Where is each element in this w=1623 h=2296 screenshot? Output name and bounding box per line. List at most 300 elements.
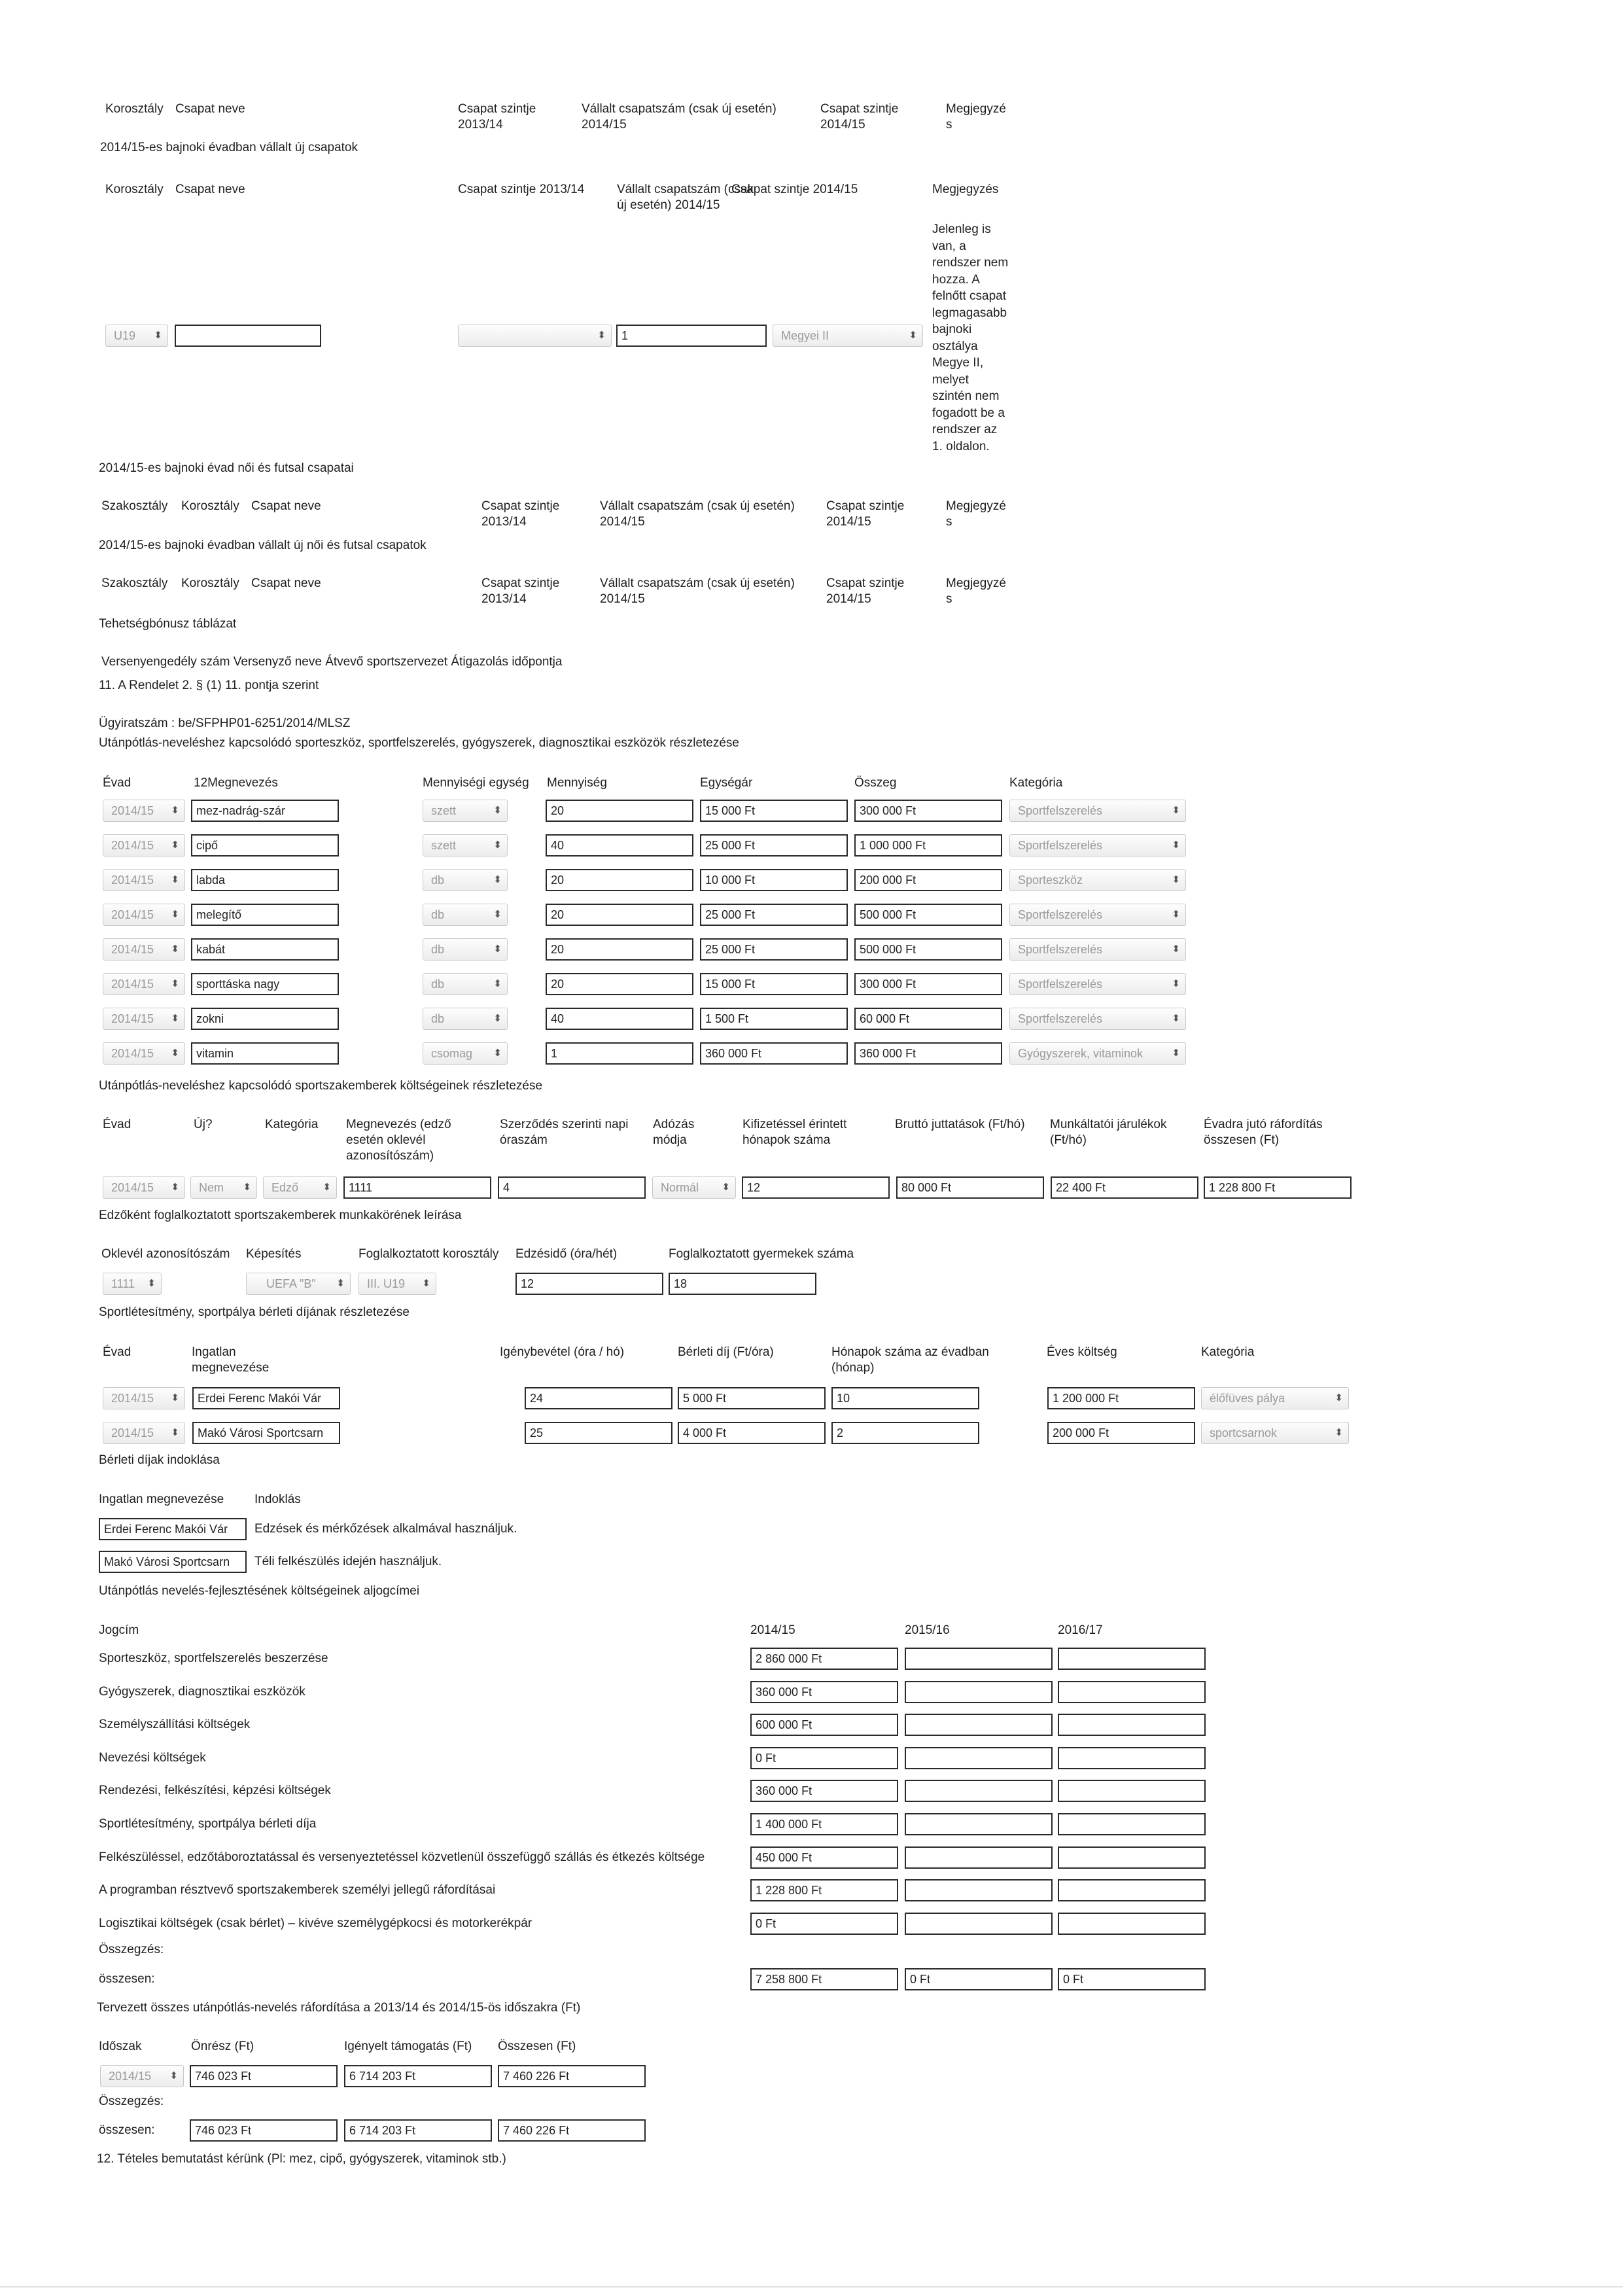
osszesen-input[interactable]: 7 460 226 Ft: [498, 2065, 646, 2087]
brutto-input[interactable]: 80 000 Ft: [896, 1176, 1044, 1199]
select-arrow-icon: ⬍: [171, 874, 179, 885]
mennyisegi-egyseg-value: szett: [431, 804, 457, 817]
kategoria-select[interactable]: [1009, 973, 1186, 995]
igenyelt-total-input[interactable]: 6 714 203 Ft: [344, 2119, 492, 2142]
cost-2015-16-input[interactable]: [905, 1780, 1053, 1802]
select-arrow-icon: ⬍: [147, 1278, 156, 1289]
megjegyzes-note: [932, 221, 1030, 455]
cost-2015-16-input[interactable]: [905, 1681, 1053, 1703]
megnevezes-input[interactable]: mez-nadrág-szár: [191, 800, 339, 822]
mennyiseg-input[interactable]: 20: [546, 869, 693, 891]
total-2016-17-input[interactable]: 0 Ft: [1058, 1968, 1206, 1990]
col-kepesites: Képesítés: [246, 1247, 302, 1261]
select-arrow-icon: ⬍: [1172, 909, 1180, 920]
kategoria-select[interactable]: [1009, 1042, 1186, 1065]
col-vallalt-year: 2014/15: [600, 592, 645, 606]
cost-2016-17-input[interactable]: [1058, 1913, 1206, 1935]
cost-2015-16-input[interactable]: [905, 1747, 1053, 1769]
cost-2015-16-input[interactable]: [905, 1813, 1053, 1835]
select-arrow-icon: ⬍: [243, 1182, 251, 1193]
mennyiseg-input[interactable]: 40: [546, 1008, 693, 1030]
select-arrow-icon: ⬍: [171, 1048, 179, 1059]
col-vallalt: Vállalt csapatszám (csak új esetén): [600, 499, 795, 513]
select-arrow-icon: ⬍: [171, 944, 179, 955]
korosztaly-select[interactable]: [105, 325, 168, 347]
mennyisegi-egyseg-value: db: [431, 943, 445, 956]
eves-koltseg-input[interactable]: 1 200 000 Ft: [1047, 1387, 1195, 1409]
cost-2014-15-input[interactable]: 0 Ft: [750, 1913, 898, 1935]
megnevezes-input[interactable]: zokni: [191, 1008, 339, 1030]
cost-2016-17-input[interactable]: [1058, 1879, 1206, 1901]
korosztaly-value: III. U19: [367, 1277, 406, 1290]
select-arrow-icon: ⬍: [169, 2070, 178, 2081]
cost-2016-17-input[interactable]: [1058, 1813, 1206, 1835]
note-line: rendszer nem: [932, 256, 1009, 270]
select-arrow-icon: ⬍: [1172, 805, 1180, 816]
kategoria-value: élőfüves pálya: [1210, 1392, 1285, 1405]
honapok-input[interactable]: 12: [742, 1176, 890, 1199]
select-arrow-icon: ⬍: [336, 1278, 345, 1289]
mennyiseg-input[interactable]: 20: [546, 973, 693, 995]
select-arrow-icon: ⬍: [1172, 874, 1180, 885]
note-line: felnőtt csapat: [932, 289, 1007, 303]
select-arrow-icon: ⬍: [171, 839, 179, 851]
select-arrow-icon: ⬍: [493, 1048, 502, 1059]
col-mennyisegi-egyseg: Mennyiségi egység: [423, 776, 529, 790]
select-arrow-icon: ⬍: [493, 944, 502, 955]
mennyisegi-egyseg-value: db: [431, 1012, 445, 1025]
ugyiratszam: Ügyiratszám : be/SFPHP01-6251/2014/MLSZ: [99, 716, 351, 730]
col-szint-1314: Csapat szintje: [481, 499, 560, 513]
vallalt-csapatszam-input[interactable]: 1: [616, 325, 767, 347]
col-oklevel: Oklevél azonosítószám: [101, 1247, 230, 1261]
megnevezes-input[interactable]: melegítő: [191, 904, 339, 926]
cost-2015-16-input[interactable]: [905, 1714, 1053, 1736]
col-edzesido: Edzésidő (óra/hét): [515, 1247, 618, 1261]
evad-value: 2014/15: [111, 908, 154, 921]
select-arrow-icon: ⬍: [493, 874, 502, 885]
note-line: van, a: [932, 239, 966, 253]
col-honapok: Hónapok száma az évadban: [831, 1345, 989, 1359]
adozas-value: Normál: [661, 1181, 699, 1194]
jogcim-label: Felkészüléssel, edzőtáboroztatással és versenyeztetéssel közvetlenül összefüggő szállás és étkezés költsége: [99, 1850, 705, 1864]
col-szint-1415: Csapat szintje: [826, 499, 905, 513]
select-arrow-icon: ⬍: [597, 330, 606, 341]
mennyiseg-input[interactable]: 40: [546, 834, 693, 857]
jogcim-label: Személyszállítási költségek: [99, 1718, 251, 1732]
cost-2016-17-input[interactable]: [1058, 1846, 1206, 1869]
col-csapat-neve: Csapat neve: [175, 102, 245, 116]
col-jarulek-2: (Ft/hó): [1050, 1133, 1087, 1147]
col-megjegyzes-end: s: [946, 118, 952, 132]
evad-select[interactable]: [103, 1387, 185, 1409]
jogcim-label: Sportlétesítmény, sportpálya bérleti díja: [99, 1817, 317, 1831]
select-arrow-icon: ⬍: [1335, 1427, 1343, 1438]
note-line: szintén nem: [932, 389, 1000, 403]
section-title-indoklas: Bérleti díjak indoklása: [99, 1453, 220, 1467]
cost-2014-15-input[interactable]: 450 000 Ft: [750, 1846, 898, 1869]
mennyiseg-input[interactable]: 20: [546, 800, 693, 822]
col-idoszak: Időszak: [99, 2040, 142, 2053]
col-jarulek: Munkáltatói járulékok: [1050, 1118, 1167, 1131]
footer-note: 12. Tételes bemutatást kérünk (Pl: mez, cipő, gyógyszerek, vitaminok stb.): [97, 2152, 506, 2166]
note-line: melyet: [932, 372, 969, 387]
edzesido-input[interactable]: 12: [515, 1273, 663, 1295]
evad-value: 2014/15: [111, 1181, 154, 1194]
gyermekek-input[interactable]: 18: [669, 1273, 816, 1295]
kategoria-select[interactable]: [1201, 1387, 1349, 1409]
page-bottom-divider: [0, 2286, 1623, 2287]
cost-2015-16-input[interactable]: [905, 1913, 1053, 1935]
note-line: fogadott be a: [932, 406, 1005, 420]
col-gyermekek: Foglalkoztatott gyermekek száma: [669, 1247, 854, 1261]
select-arrow-icon: ⬍: [722, 1182, 730, 1193]
select-arrow-icon: ⬍: [493, 805, 502, 816]
berleti-dij-input[interactable]: 5 000 Ft: [678, 1387, 826, 1409]
kategoria-value: Sportfelszerelés: [1018, 908, 1103, 921]
osszeg-input[interactable]: 500 000 Ft: [854, 938, 1002, 961]
col-foglalkoztatott-korosztaly: Foglalkoztatott korosztály: [358, 1247, 499, 1261]
egysegar-input[interactable]: 10 000 Ft: [700, 869, 848, 891]
uj-select[interactable]: [190, 1176, 257, 1199]
cost-2016-17-input[interactable]: [1058, 1681, 1206, 1703]
evad-value: 2014/15: [111, 943, 154, 956]
col-vallalt-year: 2014/15: [582, 118, 627, 132]
col-adozas: Adózás: [653, 1118, 695, 1131]
col-szint-1314: Csapat szintje: [481, 576, 560, 590]
col-megjegyzes: Megjegyzé: [946, 102, 1006, 116]
cost-2014-15-input[interactable]: 600 000 Ft: [750, 1714, 898, 1736]
cost-2014-15-input[interactable]: 1 228 800 Ft: [750, 1879, 898, 1901]
indoklas-text: Téli felkészülés idején használjuk.: [254, 1555, 442, 1568]
mennyisegi-egyseg-select[interactable]: [423, 938, 508, 961]
jarulek-input[interactable]: 22 400 Ft: [1051, 1176, 1198, 1199]
mennyisegi-egyseg-select[interactable]: [423, 904, 508, 926]
szint-1415-select[interactable]: [773, 325, 923, 347]
osszeg-input[interactable]: 200 000 Ft: [854, 869, 1002, 891]
col-vallalt: Vállalt csapatszám (csak új esetén): [600, 576, 795, 590]
col-honapok-2: hónapok száma: [742, 1133, 831, 1147]
kategoria-value: Sportfelszerelés: [1018, 943, 1103, 956]
section-title-female-futsal: 2014/15-es bajnoki évad női és futsal csapatai: [99, 461, 354, 475]
col-brutto: Bruttó juttatások (Ft/hó): [895, 1118, 1025, 1131]
mennyisegi-egyseg-select[interactable]: [423, 973, 508, 995]
megnevezes-input[interactable]: vitamin: [191, 1042, 339, 1065]
col-2015-16: 2015/16: [905, 1623, 950, 1637]
select-arrow-icon: ⬍: [171, 909, 179, 920]
megnevezes-input[interactable]: labda: [191, 869, 339, 891]
col-korosztaly: Korosztály: [181, 576, 239, 590]
evad-select[interactable]: [103, 800, 185, 822]
col-szint-1415-year: 2014/15: [820, 118, 865, 132]
kategoria-value: Sporteszköz: [1018, 874, 1083, 887]
indoklas-text: Edzések és mérkőzések alkalmával használjuk.: [254, 1522, 517, 1536]
cost-2015-16-input[interactable]: [905, 1846, 1053, 1869]
evad-value: 2014/15: [111, 874, 154, 887]
col-korosztaly: Korosztály: [105, 102, 164, 116]
col-osszesen: Összesen (Ft): [498, 2040, 576, 2053]
select-arrow-icon: ⬍: [493, 978, 502, 989]
jogcim-label: Rendezési, felkészítési, képzési költségek: [99, 1784, 331, 1798]
section-title-rent: Sportlétesítmény, sportpálya bérleti díjának részletezése: [99, 1305, 410, 1319]
select-arrow-icon: ⬍: [493, 839, 502, 851]
col-kategoria: Kategória: [1201, 1345, 1255, 1359]
col-osszeg: Összeg: [854, 776, 897, 790]
eves-koltseg-input[interactable]: 200 000 Ft: [1047, 1422, 1195, 1444]
honapok-input[interactable]: 2: [831, 1422, 979, 1444]
berleti-dij-input[interactable]: 4 000 Ft: [678, 1422, 826, 1444]
osszeg-input[interactable]: 300 000 Ft: [854, 800, 1002, 822]
evad-value: 2014/15: [111, 804, 154, 817]
osszeg-input[interactable]: 360 000 Ft: [854, 1042, 1002, 1065]
evad-select[interactable]: [103, 904, 185, 926]
select-arrow-icon: ⬍: [1335, 1392, 1343, 1404]
col-megnevezes: Megnevezés (edző: [346, 1118, 451, 1131]
col-szint-1314: Csapat szintje: [458, 102, 536, 116]
col-raforditas-2: összesen (Ft): [1204, 1133, 1280, 1147]
egysegar-input[interactable]: 25 000 Ft: [700, 904, 848, 926]
korosztaly-select[interactable]: [358, 1273, 436, 1295]
col-berleti-dij: Bérleti díj (Ft/óra): [678, 1345, 774, 1359]
col-megnevezes: 12Megnevezés: [194, 776, 278, 790]
jogcim-label: Logisztikai költségek (csak bérlet) – kivéve személygépkocsi és motorkerékpár: [99, 1916, 532, 1930]
col-ingatlan-2: megnevezése: [192, 1361, 270, 1375]
mennyisegi-egyseg-value: db: [431, 908, 445, 921]
select-arrow-icon: ⬍: [1172, 978, 1180, 989]
idoszak-value: 2014/15: [109, 2070, 152, 2083]
evad-value: 2014/15: [111, 1012, 154, 1025]
ingatlan-input[interactable]: Erdei Ferenc Makói Vár: [192, 1387, 340, 1409]
evad-value: 2014/15: [111, 978, 154, 991]
evad-value: 2014/15: [111, 839, 154, 852]
col-2014-15: 2014/15: [750, 1623, 795, 1637]
igenybevetel-input[interactable]: 24: [525, 1387, 672, 1409]
kepesites-value: UEFA "B": [266, 1277, 316, 1290]
igenybevetel-input[interactable]: 25: [525, 1422, 672, 1444]
col-uj: Új?: [194, 1118, 213, 1131]
kategoria-select[interactable]: [263, 1176, 337, 1199]
osszeg-input[interactable]: 1 000 000 Ft: [854, 834, 1002, 857]
ingatlan-input[interactable]: Makó Városi Sportcsarn: [192, 1422, 340, 1444]
col-oraszam-2: óraszám: [500, 1133, 548, 1147]
costs-total-label: összesen:: [99, 1972, 155, 1986]
mennyisegi-egyseg-value: db: [431, 978, 445, 991]
tehetsegbonusz-header: Versenyengedély szám Versenyző neve Átvevő sportszervezet Átigazolás időpontja: [101, 655, 563, 669]
cost-2016-17-input[interactable]: [1058, 1780, 1206, 1802]
evad-select[interactable]: [103, 938, 185, 961]
section-title-staff: Utánpótlás-neveléshez kapcsolódó sportszakemberek költségeinek részletezése: [99, 1079, 543, 1093]
note-line: osztálya: [932, 339, 978, 353]
mennyisegi-egyseg-value: szett: [431, 839, 457, 852]
select-arrow-icon: ⬍: [171, 978, 179, 989]
col-szint-1415-year: 2014/15: [826, 592, 871, 606]
szint-1415-value: Megyei II: [781, 329, 829, 342]
cost-2014-15-input[interactable]: 360 000 Ft: [750, 1780, 898, 1802]
kategoria-select[interactable]: [1201, 1422, 1349, 1444]
onresz-input[interactable]: 746 023 Ft: [190, 2065, 338, 2087]
cost-2014-15-input[interactable]: 360 000 Ft: [750, 1681, 898, 1703]
col-kategoria: Kategória: [265, 1118, 319, 1131]
cost-2014-15-input[interactable]: 2 860 000 Ft: [750, 1648, 898, 1670]
section-title-eszkozok: Utánpótlás-neveléshez kapcsolódó sporteszköz, sportfelszerelés, gyógyszerek, diagnosztikai eszközök részletezése: [99, 736, 739, 750]
idoszak-select[interactable]: [100, 2065, 184, 2087]
col-vallalt: Vállalt csapatszám (csak új esetén): [582, 102, 777, 116]
col-eves-koltseg: Éves költség: [1047, 1345, 1117, 1359]
mennyisegi-egyseg-select[interactable]: [423, 869, 508, 891]
plan-sum-label: Összegzés:: [99, 2094, 164, 2108]
col-szint-1314-year: 2013/14: [481, 592, 527, 606]
korosztaly-value: U19: [114, 329, 136, 342]
select-arrow-icon: ⬍: [171, 1427, 179, 1438]
evad-value: 2014/15: [111, 1392, 154, 1405]
col-2016-17: 2016/17: [1058, 1623, 1103, 1637]
kategoria-select[interactable]: [1009, 1008, 1186, 1030]
col-megjegyzes-end: s: [946, 515, 952, 529]
section-title-costs: Utánpótlás nevelés-fejlesztésének költségeinek aljogcímei: [99, 1584, 420, 1598]
col-adozas-2: módja: [653, 1133, 687, 1147]
evad-select[interactable]: [103, 1008, 185, 1030]
kategoria-select[interactable]: [1009, 938, 1186, 961]
select-arrow-icon: ⬍: [1172, 944, 1180, 955]
col-csapat-neve: Csapat neve: [251, 576, 321, 590]
mennyisegi-egyseg-select[interactable]: [423, 1008, 508, 1030]
col-vallalt-year: 2014/15: [600, 515, 645, 529]
kategoria-select[interactable]: [1009, 834, 1186, 857]
evad-select[interactable]: [103, 869, 185, 891]
col-mennyiseg: Mennyiség: [547, 776, 607, 790]
adozas-select[interactable]: [652, 1176, 736, 1199]
oklevel-select[interactable]: [103, 1273, 162, 1295]
mennyiseg-input[interactable]: 20: [546, 904, 693, 926]
rendelet-reference: 11. A Rendelet 2. § (1) 11. pontja szerint: [99, 679, 319, 692]
col-honapok-2: (hónap): [831, 1361, 875, 1375]
select-arrow-icon: ⬍: [1172, 839, 1180, 851]
col-szakosztaly: Szakosztály: [101, 576, 168, 590]
col-megnevezes-2: esetén oklevél: [346, 1133, 426, 1147]
kepesites-select[interactable]: [246, 1273, 351, 1295]
cost-2014-15-input[interactable]: 0 Ft: [750, 1747, 898, 1769]
select-arrow-icon: ⬍: [909, 330, 917, 341]
col-szint-1314-year: 2013/14: [481, 515, 527, 529]
col-szint-1314: Csapat szintje 2013/14: [458, 183, 585, 196]
section-title-plan: Tervezett összes utánpótlás-nevelés ráfordítása a 2013/14 és 2014/15-ös időszakra (Ft): [97, 2001, 581, 2015]
kategoria-select[interactable]: [1009, 800, 1186, 822]
note-line: rendszer az: [932, 423, 998, 436]
osszeg-input[interactable]: 500 000 Ft: [854, 904, 1002, 926]
col-igenyelt: Igényelt támogatás (Ft): [344, 2040, 472, 2053]
evad-select[interactable]: [103, 973, 185, 995]
cost-2016-17-input[interactable]: [1058, 1648, 1206, 1670]
kategoria-value: Sportfelszerelés: [1018, 978, 1103, 991]
col-csapat-neve: Csapat neve: [251, 499, 321, 513]
jogcim-label: A programban résztvevő sportszakemberek személyi jellegű ráfordításai: [99, 1883, 496, 1898]
note-line: Megye II,: [932, 356, 984, 370]
mennyisegi-egyseg-select[interactable]: [423, 834, 508, 857]
megnevezes-input[interactable]: kabát: [191, 938, 339, 961]
egysegar-input[interactable]: 25 000 Ft: [700, 834, 848, 857]
kategoria-select[interactable]: [1009, 869, 1186, 891]
total-2015-16-input[interactable]: 0 Ft: [905, 1968, 1053, 1990]
cost-2015-16-input[interactable]: [905, 1879, 1053, 1901]
col-evad: Évad: [103, 776, 131, 790]
megnevezes-input[interactable]: sporttáska nagy: [191, 973, 339, 995]
egysegar-input[interactable]: 15 000 Ft: [700, 800, 848, 822]
mennyisegi-egyseg-select[interactable]: [423, 800, 508, 822]
col-szakosztaly: Szakosztály: [101, 499, 168, 513]
col-csapat-neve: Csapat neve: [175, 183, 245, 196]
egysegar-input[interactable]: 1 500 Ft: [700, 1008, 848, 1030]
onresz-total-input[interactable]: 746 023 Ft: [190, 2119, 338, 2142]
kategoria-value: Gyógyszerek, vitaminok: [1018, 1047, 1143, 1060]
evad-select[interactable]: [103, 1042, 185, 1065]
oraszam-input[interactable]: 4: [498, 1176, 646, 1199]
col-szint-1415: Csapat szintje: [820, 102, 899, 116]
megnevezes-input[interactable]: 1111: [343, 1176, 491, 1199]
osszesen-total-input[interactable]: 7 460 226 Ft: [498, 2119, 646, 2142]
col-szint-1314-year: 2013/14: [458, 118, 503, 132]
col-ingatlan: Ingatlan: [192, 1345, 236, 1359]
csapat-neve-input[interactable]: [175, 325, 321, 347]
kategoria-value: Sportfelszerelés: [1018, 839, 1103, 852]
note-line: hozza. A: [932, 272, 980, 287]
evad-select[interactable]: [103, 834, 185, 857]
col-szint-1415-year: 2014/15: [826, 515, 871, 529]
indoklas-ingatlan-input[interactable]: Erdei Ferenc Makói Vár: [99, 1518, 247, 1540]
costs-sum-label: Összegzés:: [99, 1943, 164, 1956]
evad-select[interactable]: [103, 1422, 185, 1444]
osszeg-input[interactable]: 60 000 Ft: [854, 1008, 1002, 1030]
egysegar-input[interactable]: 360 000 Ft: [700, 1042, 848, 1065]
mennyisegi-egyseg-select[interactable]: [423, 1042, 508, 1065]
total-2014-15-input[interactable]: 7 258 800 Ft: [750, 1968, 898, 1990]
col-evad: Évad: [103, 1345, 131, 1359]
mennyiseg-input[interactable]: 1: [546, 1042, 693, 1065]
cost-2015-16-input[interactable]: [905, 1648, 1053, 1670]
igenyelt-input[interactable]: 6 714 203 Ft: [344, 2065, 492, 2087]
cost-2016-17-input[interactable]: [1058, 1714, 1206, 1736]
col-megjegyzes: Megjegyzé: [946, 576, 1006, 590]
egysegar-input[interactable]: 15 000 Ft: [700, 973, 848, 995]
kategoria-select[interactable]: [1009, 904, 1186, 926]
raforditas-input[interactable]: 1 228 800 Ft: [1204, 1176, 1352, 1199]
col-onresz: Önrész (Ft): [191, 2040, 254, 2053]
megnevezes-input[interactable]: cipő: [191, 834, 339, 857]
honapok-input[interactable]: 10: [831, 1387, 979, 1409]
szint-1314-select[interactable]: [458, 325, 612, 347]
uj-value: Nem: [199, 1181, 224, 1194]
section-title-munkakor: Edzőként foglalkoztatott sportszakemberek munkakörének leírása: [99, 1209, 462, 1222]
select-arrow-icon: ⬍: [323, 1182, 331, 1193]
section-title-tehetsegbonusz: Tehetségbónusz táblázat: [99, 617, 237, 631]
cost-2016-17-input[interactable]: [1058, 1747, 1206, 1769]
col-ingatlan-megnevezese: Ingatlan megnevezése: [99, 1492, 224, 1506]
cost-2014-15-input[interactable]: 1 400 000 Ft: [750, 1813, 898, 1835]
egysegar-input[interactable]: 25 000 Ft: [700, 938, 848, 961]
osszeg-input[interactable]: 300 000 Ft: [854, 973, 1002, 995]
indoklas-ingatlan-input[interactable]: Makó Városi Sportcsarn: [99, 1551, 247, 1573]
plan-total-label: összesen:: [99, 2123, 155, 2137]
kategoria-value: Edző: [271, 1181, 299, 1194]
jogcim-label: Nevezési költségek: [99, 1750, 206, 1765]
col-kategoria: Kategória: [1009, 776, 1063, 790]
jogcim-label: Gyógyszerek, diagnosztikai eszközök: [99, 1684, 305, 1699]
evad-select[interactable]: [103, 1176, 185, 1199]
col-jogcim: Jogcím: [99, 1623, 139, 1637]
select-arrow-icon: ⬍: [493, 909, 502, 920]
note-line: Jelenleg is: [932, 222, 991, 236]
mennyiseg-input[interactable]: 20: [546, 938, 693, 961]
col-korosztaly: Korosztály: [105, 183, 164, 196]
